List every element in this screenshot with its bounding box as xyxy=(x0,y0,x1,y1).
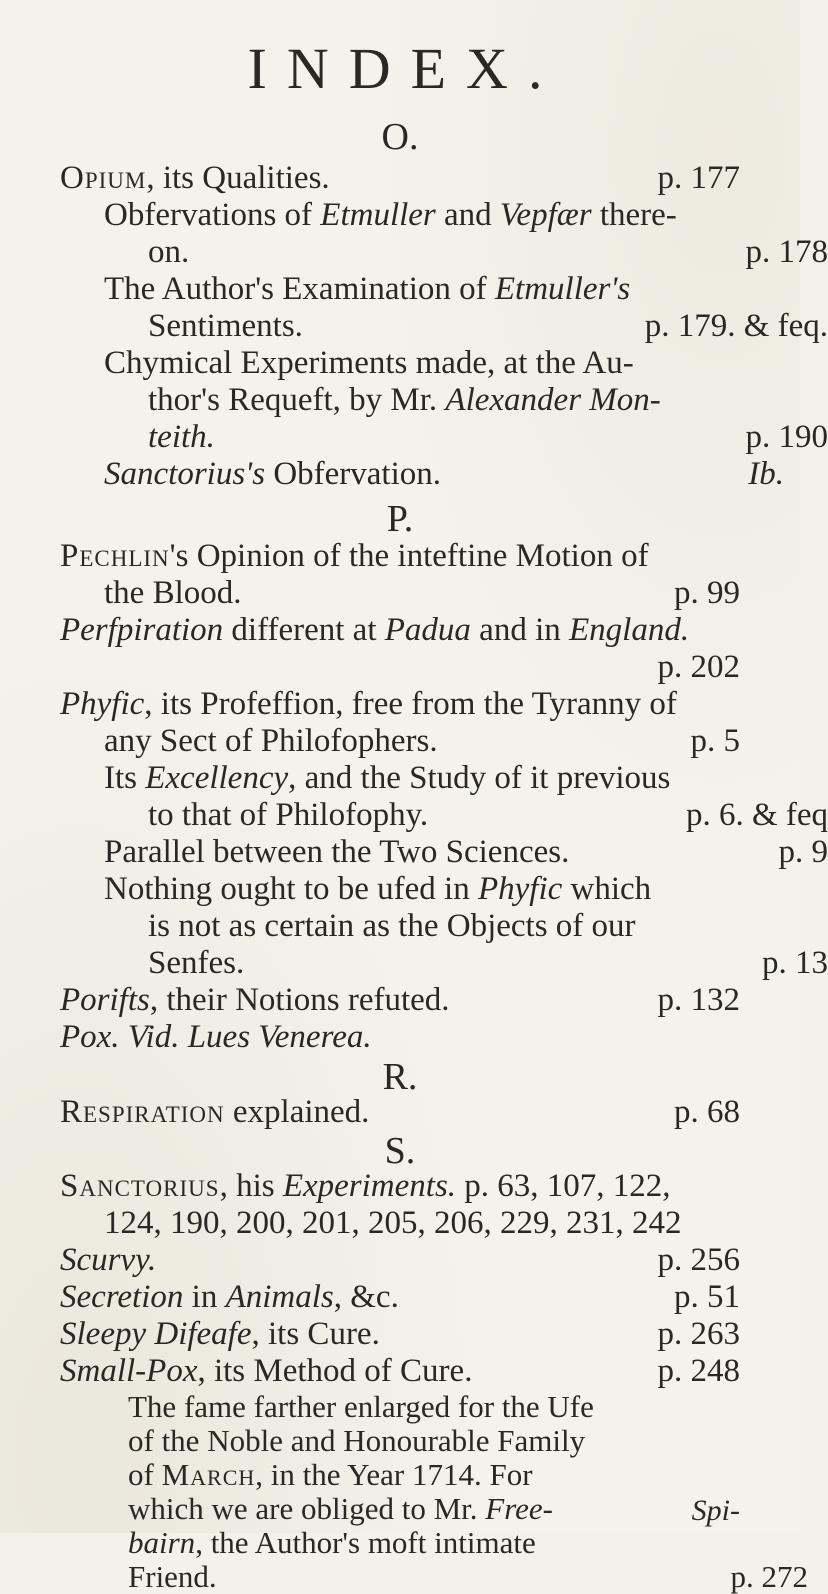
entry-head: Pechlin xyxy=(60,538,170,574)
entry-pox: Pox. Vid. Lues Venerea. xyxy=(60,1019,760,1056)
entry-porists: Porifts, their Notions refuted. p. 132 xyxy=(60,982,760,1019)
entry-sanctorius: Sanctorius, his Experiments. p. 63, 107, 122, 124, 190, 200, 201, 205, 206, 229, 231, 242 xyxy=(60,1168,760,1242)
page-ref: p. 190 xyxy=(746,419,828,456)
section-letter-s: S. xyxy=(0,1132,800,1170)
entry-examination: The Author's Examination of Etmuller's Sentiments. p. 179. & feq. xyxy=(60,271,804,345)
page-ref: p. 179. & feq. xyxy=(645,308,828,345)
section-letter-o: O. xyxy=(0,118,800,156)
entry-head: Respiration xyxy=(60,1094,225,1130)
page-ref: p. 132 xyxy=(658,982,741,1019)
entry-secretion: Secretion in Animals, &c. p. 51 xyxy=(60,1279,760,1316)
entry-sleepy-disease: Sleepy Difeafe, its Cure. p. 263 xyxy=(60,1316,760,1353)
page-ref: p. 68 xyxy=(674,1094,740,1131)
entry-scurvy: Scurvy. p. 256 xyxy=(60,1242,760,1279)
page-ref: p. 99 xyxy=(674,575,740,612)
page-ref: p. 13 xyxy=(762,945,828,982)
section-letter-p: P. xyxy=(0,500,800,538)
page-title: INDEX. xyxy=(0,40,800,98)
page-ref: p. 248 xyxy=(658,1353,741,1390)
page-ref: p. 5 xyxy=(691,723,741,760)
page-ref: p. 51 xyxy=(674,1279,740,1316)
entry-pechlin: Pechlin's Opinion of the inteftine Motion of the Blood. p. 99 xyxy=(60,538,760,612)
section-letter-r: R. xyxy=(0,1058,800,1096)
page-ref: Ib. xyxy=(748,456,784,493)
entry-physic: Phyfic, its Profeffion, free from the Tyranny of any Sect of Philofophers. p. 5 xyxy=(60,686,760,760)
entry-chymical: Chymical Experiments made, at the Au- thor's Requeft, by Mr. Alexander Mon- teith. p. 190 xyxy=(60,345,804,456)
entry-small-pox: Small-Pox, its Method of Cure. p. 248 xyxy=(60,1353,760,1390)
entry-perspiration: Perfpiration different at Padua and in England. p. 202 xyxy=(60,612,760,686)
page-ref: p. 178 xyxy=(746,234,828,271)
page-ref: p. 202 xyxy=(658,649,741,686)
page-ref: p. 6. & feq xyxy=(686,797,828,834)
entry-parallel: Parallel between the Two Sciences. p. 9 xyxy=(60,834,804,871)
entry-sanctorius-observation: Sanctorius's Obfervation. Ib. xyxy=(60,456,804,493)
page-ref: p. 256 xyxy=(658,1242,741,1279)
entry-same-enlarged: The fame farther enlarged for the Ufe of the Noble and Honourable Family of March, in the Year 1714. For which we are obliged to Mr. Free- bairn, the Author's moft intimate Friend. p. 272 xyxy=(60,1390,828,1594)
entry-respiration: Respiration explained. p. 68 xyxy=(60,1094,760,1131)
page-ref: p. 272 xyxy=(731,1560,809,1594)
page-ref: p. 9 xyxy=(779,834,828,871)
entry-opium: Opium, its Qualities. p. 177 xyxy=(60,160,760,197)
entry-head: Sanctorius xyxy=(60,1168,220,1204)
entry-observations: Obfervations of Etmuller and Vepfær there- on. p. 178 xyxy=(60,197,804,271)
page-ref: p. 177 xyxy=(658,160,741,197)
entry-nothing: Nothing ought to be ufed in Phyfic which is not as certain as the Objects of our Senfes. p. 13 xyxy=(60,871,804,982)
entry-head: Opium xyxy=(60,160,146,196)
entry-excellency: Its Excellency, and the Study of it previous to that of Philofophy. p. 6. & feq xyxy=(60,760,804,834)
page-ref: p. 263 xyxy=(658,1316,741,1353)
catchword: Spi- xyxy=(692,1494,740,1528)
